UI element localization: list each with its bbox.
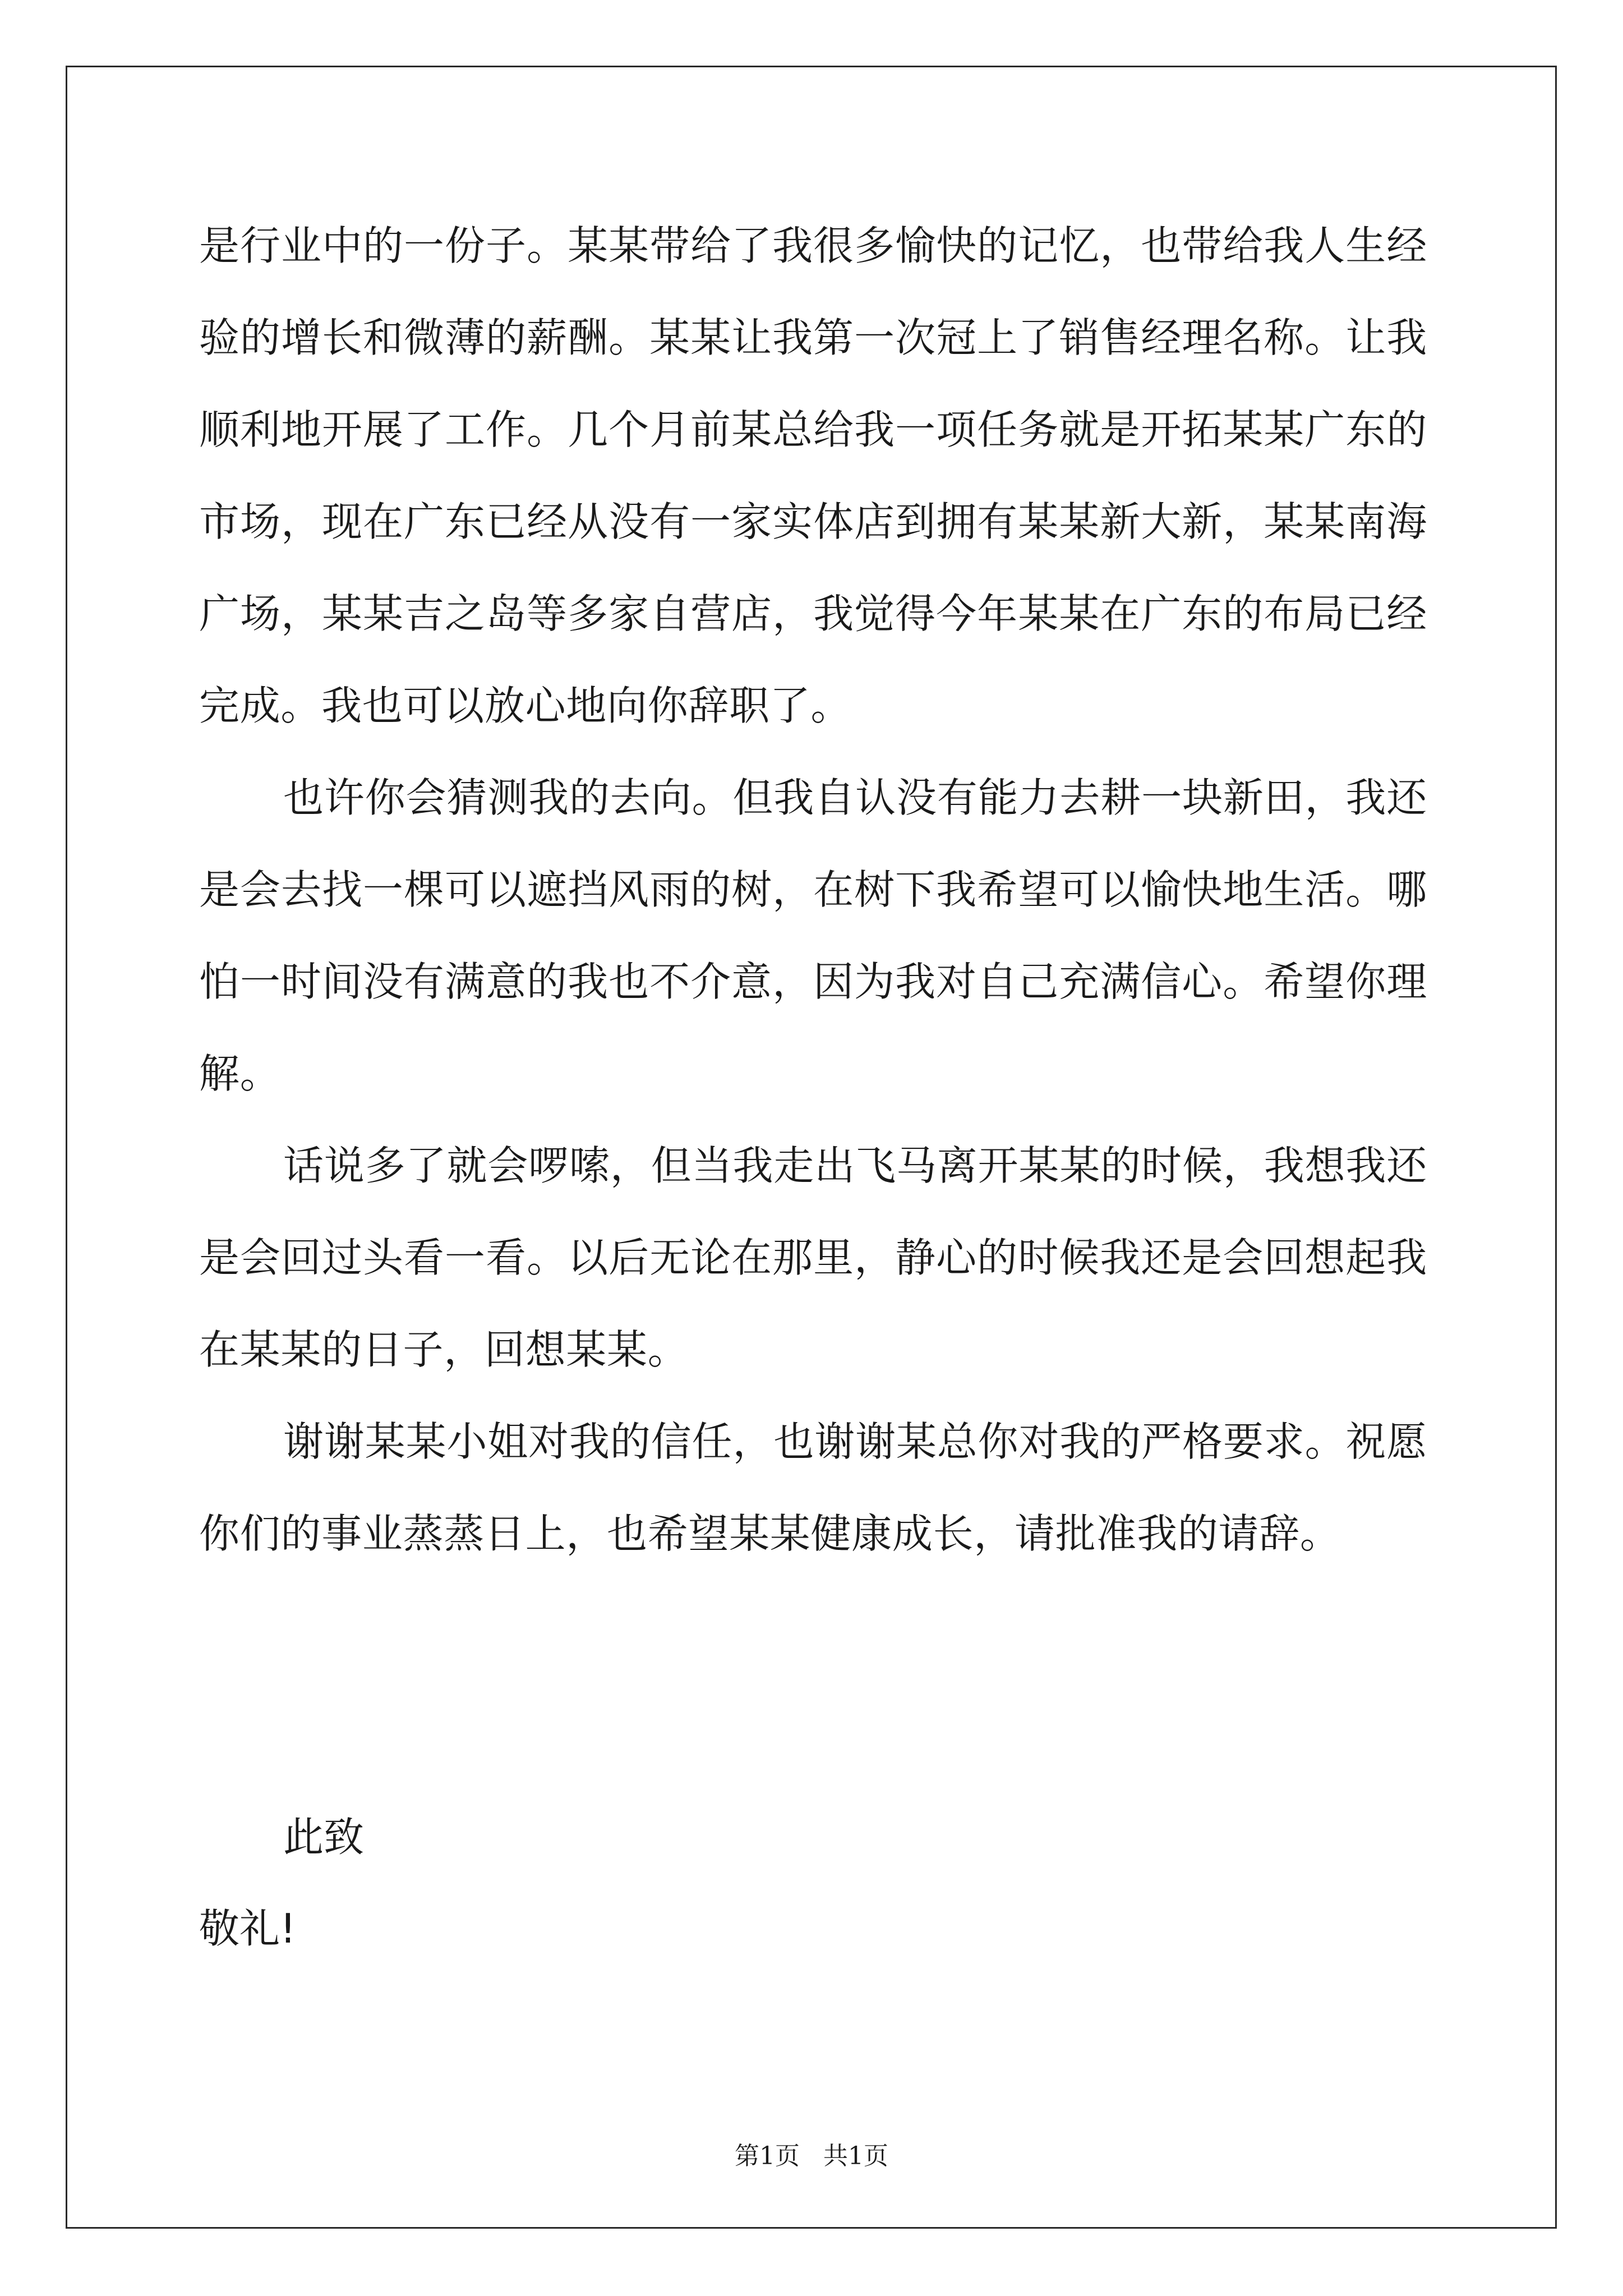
- paragraph-4: 谢谢某某小姐对我的信任，也谢谢某总你对我的严格要求。祝愿你们的事业蒸蒸日上，也希望某某健康成长，请批准我的请辞。: [199, 1418, 1427, 1557]
- page-footer: [0, 2136, 1623, 2171]
- page-total: 共1页: [823, 2142, 888, 2170]
- page-number: 第1页: [735, 2142, 800, 2170]
- paragraph-2: 也许你会猜测我的去向。但我自认没有能力去耕一块新田，我还是会去找一棵可以遮挡风雨的树，在树下我希望可以愉快地生活。哪怕一时间没有满意的我也不介意，因为我对自己充满信心。希望你理解。: [199, 774, 1427, 1097]
- letter-body: [199, 200, 1427, 1580]
- closing-salutation: 此致: [283, 1814, 365, 1861]
- paragraph-1: 是行业中的一份子。某某带给了我很多愉快的记忆，也带给我人生经验的增长和微薄的薪酬。某某让我第一次冠上了销售经理名称。让我顺利地开展了工作。几个月前某总给我一项任务就是开拓某某广东的市场，现在广东已经从没有一家实体店到拥有某某新大新，某某南海广场，某某吉之岛等多家自营店，我觉得今年某某在广东的布局已经完成。我也可以放心地向你辞职了。: [199, 222, 1427, 729]
- paragraph-3: 话说多了就会啰嗦，但当我走出飞马离开某某的时候，我想我还是会回过头看一看。以后无论在那里，静心的时候我还是会回想起我在某某的日子，回想某某。: [199, 1142, 1427, 1373]
- closing-regards: 敬礼!: [199, 1905, 296, 1952]
